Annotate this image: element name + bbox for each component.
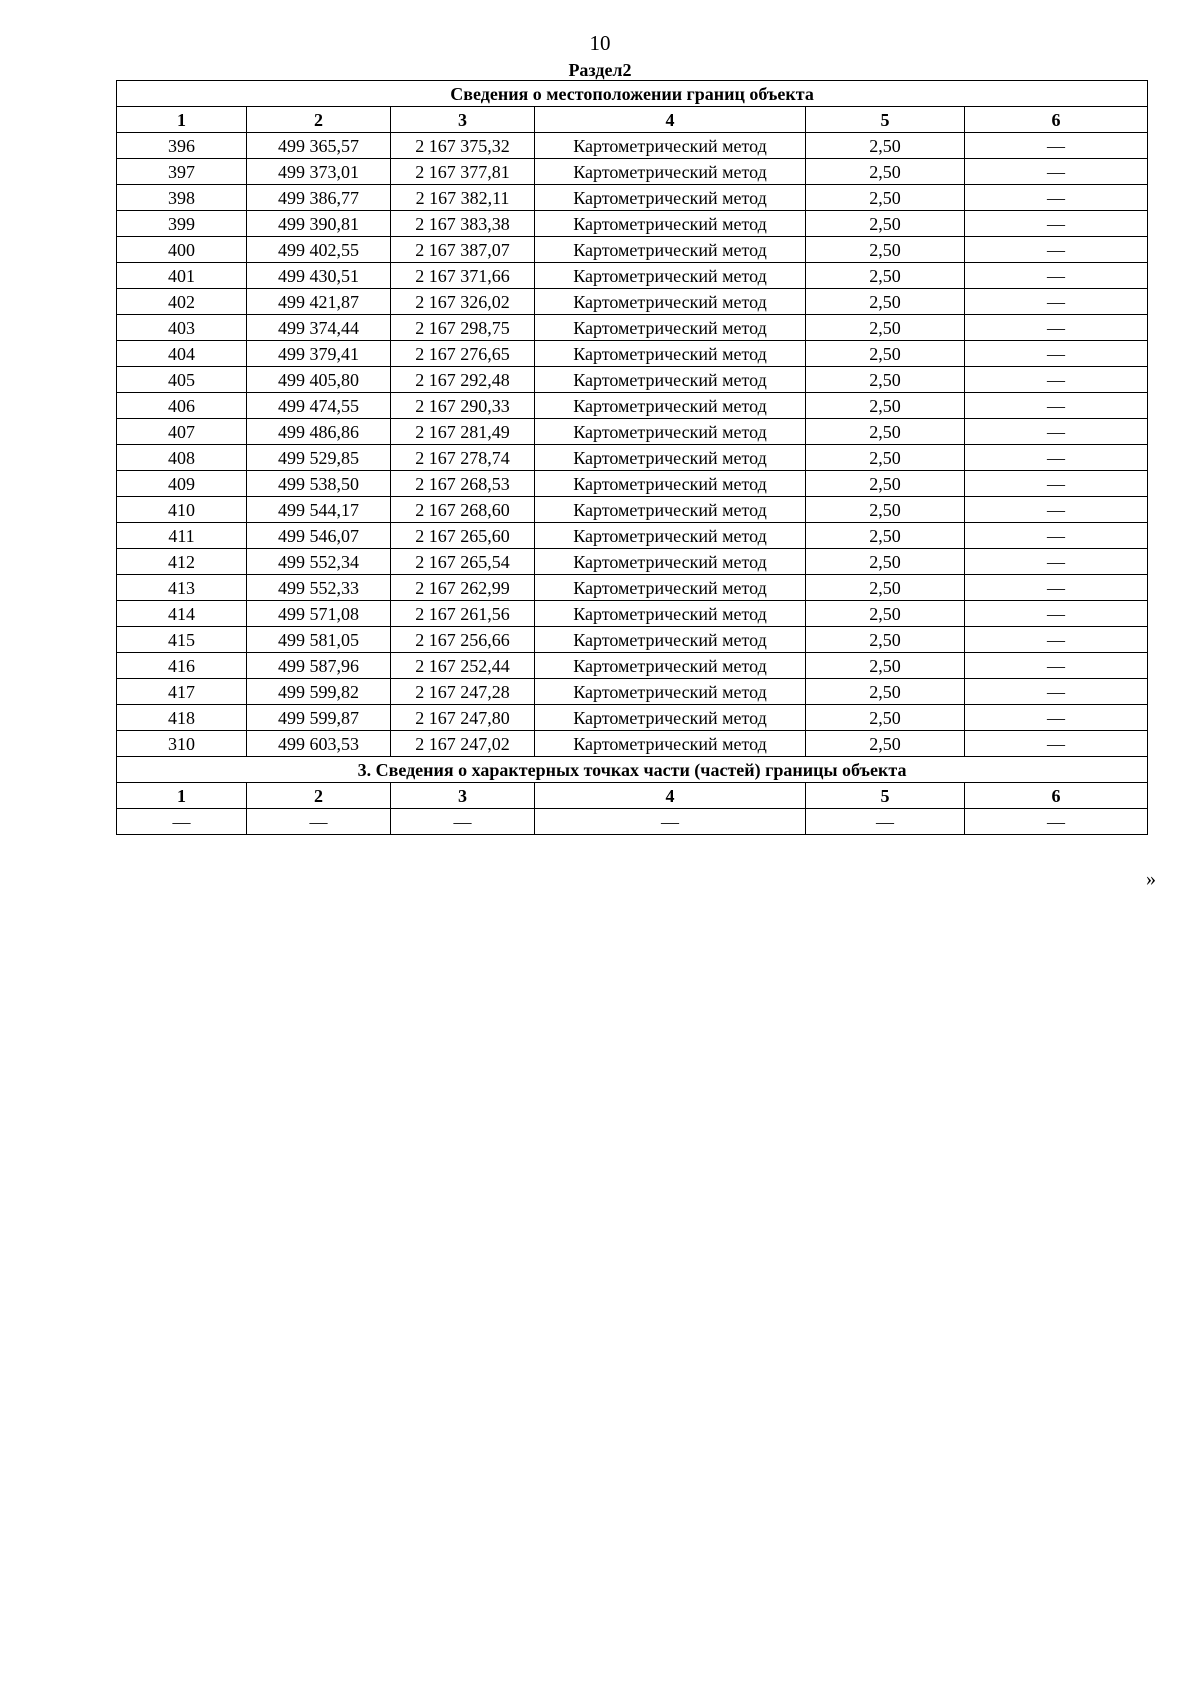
accuracy-cell: 2,50 [806,289,965,315]
coord-y-cell: 2 167 290,33 [391,393,535,419]
coord-y-cell: 2 167 276,65 [391,341,535,367]
method-cell: Картометрический метод [535,237,806,263]
accuracy-cell: 2,50 [806,445,965,471]
table-row [117,601,1148,627]
table-row [117,237,1148,263]
parts-column-header-1: 1 [117,783,247,809]
coord-y-cell: 2 167 292,48 [391,367,535,393]
accuracy-cell: 2,50 [806,237,965,263]
parts-cell: — [965,809,1148,835]
accuracy-cell: 2,50 [806,523,965,549]
coord-x-cell: 499 402,55 [247,237,391,263]
coord-x-cell: 499 546,07 [247,523,391,549]
point-number-cell: 416 [117,653,247,679]
point-number-cell: 400 [117,237,247,263]
table-row [117,679,1148,705]
coord-y-cell: 2 167 387,07 [391,237,535,263]
parts-header-row [117,783,1148,809]
coord-y-cell: 2 167 268,60 [391,497,535,523]
description-cell: — [965,549,1148,575]
coord-y-cell: 2 167 247,02 [391,731,535,757]
parts-column-header-2: 2 [247,783,391,809]
parts-cell: — [247,809,391,835]
description-cell: — [965,289,1148,315]
method-cell: Картометрический метод [535,393,806,419]
coord-x-cell: 499 587,96 [247,653,391,679]
coord-y-cell: 2 167 247,28 [391,679,535,705]
coord-x-cell: 499 421,87 [247,289,391,315]
coord-y-cell: 2 167 377,81 [391,159,535,185]
accuracy-cell: 2,50 [806,133,965,159]
accuracy-cell: 2,50 [806,211,965,237]
accuracy-cell: 2,50 [806,601,965,627]
description-cell: — [965,393,1148,419]
point-number-cell: 405 [117,367,247,393]
table-row [117,211,1148,237]
description-cell: — [965,705,1148,731]
parts-cell: — [535,809,806,835]
coord-x-cell: 499 599,82 [247,679,391,705]
column-header-6: 6 [965,107,1148,133]
coord-x-cell: 499 552,34 [247,549,391,575]
accuracy-cell: 2,50 [806,497,965,523]
description-cell: — [965,679,1148,705]
accuracy-cell: 2,50 [806,653,965,679]
description-cell: — [965,445,1148,471]
method-cell: Картометрический метод [535,159,806,185]
section-label: Раздел2 [568,60,632,80]
coord-y-cell: 2 167 281,49 [391,419,535,445]
coord-y-cell: 2 167 265,60 [391,523,535,549]
boundaries-table [116,80,1148,835]
method-cell: Картометрический метод [535,575,806,601]
accuracy-cell: 2,50 [806,575,965,601]
column-header-3: 3 [391,107,535,133]
accuracy-cell: 2,50 [806,393,965,419]
parts-column-header-4: 4 [535,783,806,809]
description-cell: — [965,341,1148,367]
table-row [117,393,1148,419]
method-cell: Картометрический метод [535,211,806,237]
point-number-cell: 415 [117,627,247,653]
method-cell: Картометрический метод [535,367,806,393]
accuracy-cell: 2,50 [806,341,965,367]
accuracy-cell: 2,50 [806,367,965,393]
coord-y-cell: 2 167 256,66 [391,627,535,653]
coord-x-cell: 499 474,55 [247,393,391,419]
table-row [117,289,1148,315]
coord-x-cell: 499 599,87 [247,705,391,731]
table-row [117,731,1148,757]
coord-y-cell: 2 167 375,32 [391,133,535,159]
description-cell: — [965,367,1148,393]
table-row [117,367,1148,393]
point-number-cell: 399 [117,211,247,237]
coord-x-cell: 499 386,77 [247,185,391,211]
coord-y-cell: 2 167 382,11 [391,185,535,211]
description-cell: — [965,315,1148,341]
description-cell: — [965,627,1148,653]
coord-y-cell: 2 167 278,74 [391,445,535,471]
coord-x-cell: 499 529,85 [247,445,391,471]
method-cell: Картометрический метод [535,445,806,471]
table-row [117,549,1148,575]
coord-x-cell: 499 538,50 [247,471,391,497]
method-cell: Картометрический метод [535,263,806,289]
description-cell: — [965,601,1148,627]
method-cell: Картометрический метод [535,653,806,679]
description-cell: — [965,185,1148,211]
coord-x-cell: 499 603,53 [247,731,391,757]
point-number-cell: 414 [117,601,247,627]
method-cell: Картометрический метод [535,601,806,627]
table-row [117,315,1148,341]
closing-quote-mark: » [1146,868,1156,890]
coord-x-cell: 499 373,01 [247,159,391,185]
point-number-cell: 418 [117,705,247,731]
description-cell: — [965,237,1148,263]
point-number-cell: 406 [117,393,247,419]
description-cell: — [965,159,1148,185]
point-number-cell: 407 [117,419,247,445]
description-cell: — [965,731,1148,757]
coord-y-cell: 2 167 252,44 [391,653,535,679]
point-number-cell: 404 [117,341,247,367]
description-cell: — [965,471,1148,497]
table-row [117,471,1148,497]
description-cell: — [965,575,1148,601]
coord-x-cell: 499 544,17 [247,497,391,523]
point-number-cell: 410 [117,497,247,523]
method-cell: Картометрический метод [535,341,806,367]
parts-column-header-6: 6 [965,783,1148,809]
table-row [117,419,1148,445]
coord-x-cell: 499 430,51 [247,263,391,289]
table-row [117,653,1148,679]
method-cell: Картометрический метод [535,679,806,705]
point-number-cell: 409 [117,471,247,497]
method-cell: Картометрический метод [535,419,806,445]
method-cell: Картометрический метод [535,731,806,757]
description-cell: — [965,523,1148,549]
boundaries-header-row [117,107,1148,133]
coord-y-cell: 2 167 298,75 [391,315,535,341]
description-cell: — [965,653,1148,679]
column-header-1: 1 [117,107,247,133]
table-row [117,523,1148,549]
boundaries-title: Сведения о местоположении границ объекта [117,81,1148,107]
description-cell: — [965,211,1148,237]
coord-y-cell: 2 167 262,99 [391,575,535,601]
method-cell: Картометрический метод [535,523,806,549]
parts-cell: — [806,809,965,835]
parts-column-header-5: 5 [806,783,965,809]
method-cell: Картометрический метод [535,705,806,731]
coord-y-cell: 2 167 371,66 [391,263,535,289]
coord-x-cell: 499 365,57 [247,133,391,159]
table-row [117,263,1148,289]
point-number-cell: 417 [117,679,247,705]
boundaries-table-body [117,81,1148,835]
method-cell: Картометрический метод [535,627,806,653]
accuracy-cell: 2,50 [806,627,965,653]
coord-x-cell: 499 486,86 [247,419,391,445]
method-cell: Картометрический метод [535,289,806,315]
description-cell: — [965,419,1148,445]
table-row [117,185,1148,211]
coord-x-cell: 499 379,41 [247,341,391,367]
table-row [117,705,1148,731]
method-cell: Картометрический метод [535,133,806,159]
point-number-cell: 413 [117,575,247,601]
point-number-cell: 402 [117,289,247,315]
method-cell: Картометрический метод [535,497,806,523]
method-cell: Картометрический метод [535,185,806,211]
table-row [117,627,1148,653]
table-row [117,133,1148,159]
boundaries-title-row [117,81,1148,107]
accuracy-cell: 2,50 [806,263,965,289]
point-number-cell: 403 [117,315,247,341]
table-row [117,575,1148,601]
parts-cell: — [117,809,247,835]
point-number-cell: 398 [117,185,247,211]
coord-y-cell: 2 167 326,02 [391,289,535,315]
accuracy-cell: 2,50 [806,315,965,341]
coord-x-cell: 499 390,81 [247,211,391,237]
table-row [117,159,1148,185]
column-header-4: 4 [535,107,806,133]
page-number: 10 [589,31,611,55]
coord-x-cell: 499 374,44 [247,315,391,341]
accuracy-cell: 2,50 [806,419,965,445]
coord-y-cell: 2 167 268,53 [391,471,535,497]
point-number-cell: 397 [117,159,247,185]
parts-column-header-3: 3 [391,783,535,809]
accuracy-cell: 2,50 [806,471,965,497]
coord-y-cell: 2 167 261,56 [391,601,535,627]
method-cell: Картометрический метод [535,549,806,575]
description-cell: — [965,263,1148,289]
coord-x-cell: 499 405,80 [247,367,391,393]
accuracy-cell: 2,50 [806,731,965,757]
parts-title-row [117,757,1148,783]
point-number-cell: 412 [117,549,247,575]
accuracy-cell: 2,50 [806,705,965,731]
table-row [117,497,1148,523]
column-header-2: 2 [247,107,391,133]
coord-x-cell: 499 581,05 [247,627,391,653]
parts-row [117,809,1148,835]
method-cell: Картометрический метод [535,471,806,497]
coord-y-cell: 2 167 383,38 [391,211,535,237]
coord-y-cell: 2 167 247,80 [391,705,535,731]
accuracy-cell: 2,50 [806,549,965,575]
point-number-cell: 401 [117,263,247,289]
coord-y-cell: 2 167 265,54 [391,549,535,575]
accuracy-cell: 2,50 [806,185,965,211]
point-number-cell: 396 [117,133,247,159]
description-cell: — [965,497,1148,523]
accuracy-cell: 2,50 [806,159,965,185]
accuracy-cell: 2,50 [806,679,965,705]
description-cell: — [965,133,1148,159]
point-number-cell: 408 [117,445,247,471]
point-number-cell: 411 [117,523,247,549]
parts-cell: — [391,809,535,835]
table-row [117,341,1148,367]
table-row [117,445,1148,471]
method-cell: Картометрический метод [535,315,806,341]
column-header-5: 5 [806,107,965,133]
coord-x-cell: 499 571,08 [247,601,391,627]
parts-title: 3. Сведения о характерных точках части (частей) границы объекта [117,757,1148,783]
coord-x-cell: 499 552,33 [247,575,391,601]
point-number-cell: 310 [117,731,247,757]
